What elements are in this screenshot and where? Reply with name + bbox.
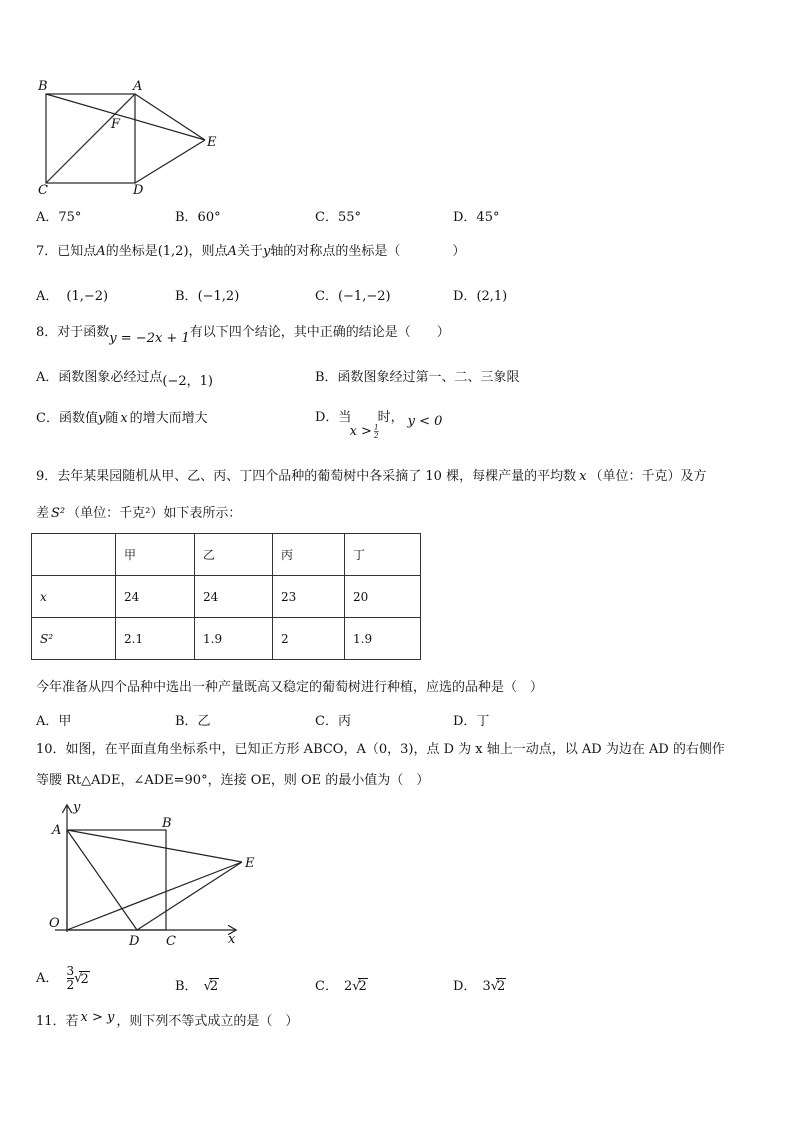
q10-option-a: A． $\frac{3}{2}$ √2	[36, 964, 89, 992]
q11-text: ，则下列不等式成立的是（ ）	[116, 1014, 299, 1029]
q10-stem-line-2: 等腰 Rt△ADE，∠ADE=90°，连接 OE，则 OE 的最小值为（ ）	[36, 773, 430, 788]
q6-option-d: D．45°	[453, 210, 500, 225]
q8-option-b: B．函数图象经过第一、二、三象限	[315, 370, 520, 385]
q7-option-c: C．(−1,−2)	[315, 289, 391, 304]
q7-text-3: ，则点	[188, 244, 228, 259]
q9-option-b: B．乙	[175, 714, 211, 729]
table-cell: 2.1	[116, 618, 195, 660]
q7-axis: y	[262, 244, 271, 259]
segment-de	[135, 140, 205, 183]
q11-condition: x > y	[80, 1010, 115, 1025]
q6-option-a: A．75°	[36, 210, 82, 225]
q10-stem-line-1: 10．如图，在平面直角坐标系中，已知正方形 ABCO，A（0，3)，点 D 为 x 轴上一动点，以 AD 为边在 AD 的右侧作	[36, 742, 725, 757]
label-b: B	[38, 79, 48, 94]
label-a: A	[133, 79, 143, 94]
table-cell: 24	[195, 576, 273, 618]
q7-option-b: B．(−1,2)	[175, 289, 240, 304]
q9-question: 今年准备从四个品种中选出一种产量既高又稳定的葡萄树进行种植，应选的品种是（ ）	[36, 680, 544, 695]
q7-stem	[36, 243, 465, 261]
figure-q6	[30, 74, 230, 198]
table-cell: x	[32, 576, 116, 618]
table-cell: 23	[273, 576, 345, 618]
q8-number: 8．	[36, 325, 58, 340]
table-cell: 丙	[273, 534, 345, 576]
table-cell: 丁	[345, 534, 421, 576]
label-b: B	[162, 816, 172, 831]
q7-text-4: 关于	[236, 244, 263, 259]
q9-stem-line-2: 差 S² （单位：千克²）如下表所示：	[36, 506, 242, 521]
q7-option-a: A． (1,−2)	[36, 289, 109, 304]
table-row	[32, 576, 421, 618]
segment-de	[137, 862, 242, 930]
table-cell: 24	[116, 576, 195, 618]
table-cell: 2	[273, 618, 345, 660]
q8-option-d: D．当 x > $\frac{1}{2}$ 时， y < 0	[315, 410, 443, 440]
label-c: C	[166, 934, 176, 949]
q7-coord: (1,2)	[157, 244, 189, 259]
label-e: E	[207, 135, 217, 150]
table-cell	[32, 534, 116, 576]
figure-q10	[40, 800, 270, 950]
label-c: C	[38, 183, 48, 198]
segment-be	[46, 94, 205, 140]
q11-number: 11．若	[36, 1014, 79, 1029]
q7-point-a-2: A	[227, 244, 237, 259]
label-o: O	[49, 916, 60, 931]
q9-stem-line-1: 9．去年某果园随机从甲、乙、丙、丁四个品种的葡萄树中各采摘了 10 棵，每棵产量的平均数 x （单位：千克）及方	[36, 469, 707, 484]
table-cell: 甲	[116, 534, 195, 576]
table-cell: 1.9	[195, 618, 273, 660]
q9-option-d: D．丁	[453, 714, 490, 729]
label-y: y	[73, 800, 81, 815]
q6-option-b: B．60°	[175, 210, 221, 225]
q10-option-c: C． 2√2	[315, 979, 367, 994]
table-row	[32, 618, 421, 660]
segment-ae	[67, 830, 242, 862]
q7-text-5: 轴的对称点的坐标是（ ）	[270, 244, 466, 259]
segment-ad	[67, 830, 137, 930]
q11-stem	[36, 1010, 299, 1031]
q9-table	[31, 533, 421, 660]
q9-option-a: A．甲	[36, 714, 72, 729]
q8-stem	[36, 324, 450, 346]
label-e: E	[245, 856, 255, 871]
table-cell: 1.9	[345, 618, 421, 660]
q8-option-d-condition: x > $\frac{1}{2}$	[349, 422, 379, 440]
q6-option-c: C．55°	[315, 210, 361, 225]
q8-option-a: A．函数图象必经过点(−2，1)	[36, 370, 213, 389]
label-d: D	[129, 934, 140, 949]
label-f: F	[111, 117, 121, 132]
table-cell: S²	[32, 618, 116, 660]
label-d: D	[133, 183, 144, 198]
table-row	[32, 534, 421, 576]
q10-option-d: D． 3√2	[453, 979, 506, 994]
q9-option-c: C．丙	[315, 714, 351, 729]
segment-oe	[67, 862, 242, 930]
table-cell: 乙	[195, 534, 273, 576]
q7-text-2: 的坐标是	[105, 244, 158, 259]
table-cell: 20	[345, 576, 421, 618]
q7-text-1: 已知点	[57, 244, 97, 259]
q10-option-b: B． √2	[175, 979, 219, 994]
q7-number: 7．	[36, 244, 58, 259]
q8-option-c: C．函数值y随 x 的增大而增大	[36, 411, 208, 426]
q8-text-1: 对于函数	[57, 325, 110, 340]
q8-function: y = −2x + 1	[109, 331, 190, 346]
q7-point-a: A	[96, 244, 106, 259]
label-x: x	[228, 932, 236, 947]
q7-option-d: D．(2,1)	[453, 289, 508, 304]
q8-text-2: 有以下四个结论，其中正确的结论是（ ）	[189, 325, 450, 340]
label-a: A	[52, 823, 62, 838]
segment-ae	[135, 94, 205, 140]
